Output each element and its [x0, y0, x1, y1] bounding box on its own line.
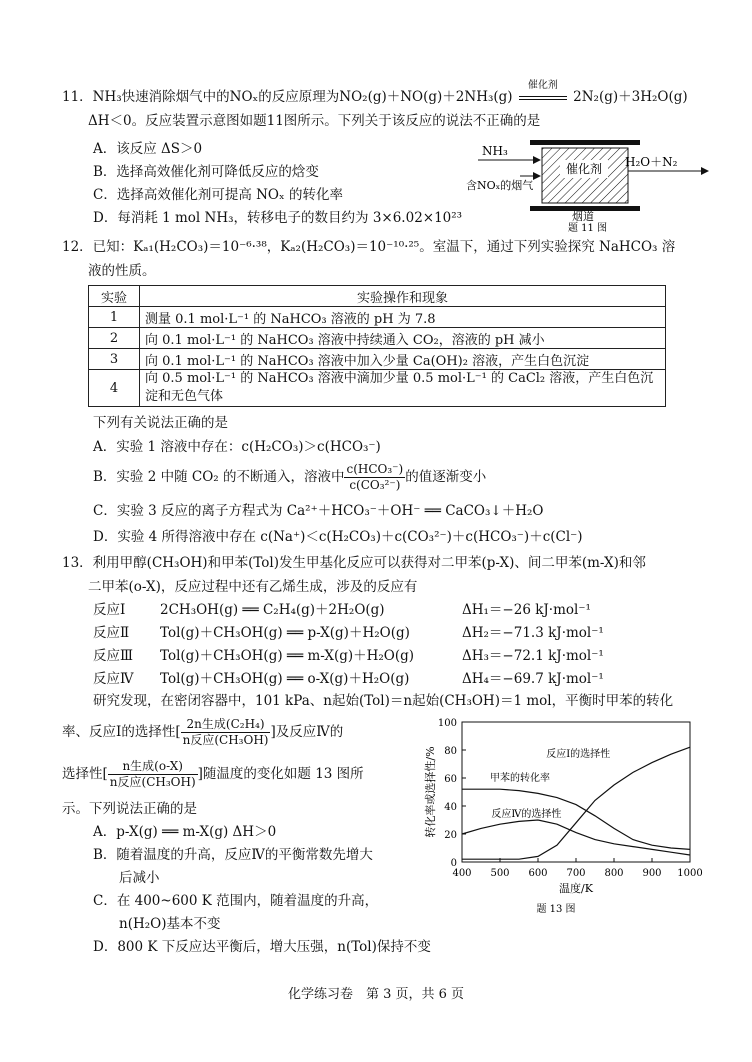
option-c: C．选择高效催化剂可提高 NOₓ 的转化率	[93, 187, 344, 203]
y-tick-label: 0	[450, 858, 457, 869]
q13-line-d: 示。下列说法正确的是	[62, 801, 197, 817]
reaction-4-eq: Tol(g)＋CH₃OH(g) ══ o-X(g)＋H₂O(g)	[160, 671, 410, 687]
y-tick-label: 100	[437, 718, 457, 729]
table-header-cell: 实验操作和现象	[140, 286, 666, 307]
q13-line-b: 率、反应Ⅰ的选择性[ $\frac{\text{2n生成(C₂H₄)}}{\text{n反应(CH₃OH)}}$ ]及反应Ⅳ的	[62, 717, 344, 747]
q12-prompt: 下列有关说法正确的是	[93, 415, 228, 431]
series-label: 反应Ⅰ的选择性	[546, 749, 611, 760]
q11-options	[93, 138, 462, 230]
experiment-table	[88, 285, 666, 407]
fig11-duct: 烟道	[572, 210, 594, 223]
x-tick-label: 400	[452, 868, 472, 879]
table-row: 3 向 0.1 mol·L⁻¹ 的 NaHCO₃ 溶液中加入少量 Ca(OH)₂ 溶液，产生白色沉淀	[89, 349, 666, 370]
q12-stem-line2: 液的性质。	[88, 263, 156, 279]
y-tick-label: 20	[444, 830, 457, 841]
q13-stem-line2: 二甲苯(o-X)，反应过程中还有乙烯生成，涉及的反应有	[88, 579, 418, 595]
reaction-2-eq: Tol(g)＋CH₃OH(g) ══ p-X(g)＋H₂O(g)	[160, 625, 410, 641]
reaction-1-eq: 2CH₃OH(g) ══ C₂H₄(g)＋2H₂O(g)	[160, 602, 385, 618]
x-axis-label: 温度/K	[559, 882, 593, 895]
reaction-1-dh: ΔH₁＝−26 kJ·mol⁻¹	[462, 602, 591, 618]
chart-caption: 题 13 图	[536, 904, 576, 915]
x-tick-label: 800	[604, 868, 624, 879]
figure-11	[460, 138, 720, 233]
q12-option-a: A．实验 1 溶液中存在：c(H₂CO₃)＞c(HCO₃⁻)	[93, 439, 381, 455]
figure-13-chart	[420, 712, 720, 934]
option-a: A．p-X(g) ══ m-X(g) ΔH＞0	[93, 824, 277, 840]
y-tick-label: 60	[444, 774, 457, 785]
reaction-4-dh: ΔH₄＝−69.7 kJ·mol⁻¹	[462, 671, 604, 687]
page-footer: 化学练习卷 第 3 页，共 6 页	[287, 987, 465, 1002]
reaction-3-dh: ΔH₃＝−72.1 kJ·mol⁻¹	[462, 648, 604, 664]
reaction-2: 反应Ⅱ	[93, 625, 130, 641]
q13-stem-line1: 13．利用甲醇(CH₃OH)和甲苯(Tol)发生甲基化反应可以获得对二甲苯(p-X)、间二甲苯(m-X)和邻	[62, 555, 646, 571]
option-c: C．在 400~600 K 范围内，随着温度的升高，	[93, 893, 379, 909]
table-header-cell: 实验	[89, 286, 140, 307]
table-row: 4 向 0.5 mol·L⁻¹ 的 NaHCO₃ 溶液中滴加少量 0.5 mol·L⁻¹ 的 CaCl₂ 溶液，产生白色沉淀和无色气体	[89, 370, 666, 407]
q13-research: 研究发现，在密闭容器中，101 kPa、n起始(Tol)＝n起始(CH₃OH)＝1 mol，平衡时甲苯的转化	[93, 693, 674, 709]
table-row: 2 向 0.1 mol·L⁻¹ 的 NaHCO₃ 溶液中持续通入 CO₂，溶液的 pH 减小	[89, 328, 666, 349]
plot-frame	[462, 722, 690, 862]
reaction-2-dh: ΔH₂＝−71.3 kJ·mol⁻¹	[462, 625, 604, 641]
option-b: B．选择高效催化剂可降低反应的焓变	[93, 164, 319, 180]
catalyst-over-arrow: 催化剂	[527, 80, 558, 91]
x-tick-label: 900	[642, 868, 662, 879]
y-axis-label: 转化率或选择性/%	[424, 746, 437, 838]
q12-option-d: D．实验 4 所得溶液中存在 c(Na⁺)＜c(H₂CO₃)＋c(CO₃²⁻)＋c(HCO₃⁻)＋c(Cl⁻)	[93, 529, 583, 545]
y-tick-label: 80	[444, 746, 457, 757]
x-tick-label: 1000	[677, 868, 703, 879]
fig11-gas-in: 含NOₓ的烟气	[466, 179, 534, 192]
q12-option-c: C．实验 3 反应的离子方程式为 Ca²⁺＋HCO₃⁻＋OH⁻ ══ CaCO₃↓＋H₂O	[93, 503, 544, 519]
series-line	[462, 820, 690, 855]
q11-stem-line1: 11．NH₃快速消除烟气中的NOₓ的反应原理为NO₂(g)＋NO(g)＋2NH₃(g) 催化剂 2N₂(g)＋3H₂O(g)	[62, 86, 688, 108]
q12-option-b: B．实验 2 中随 CO₂ 的不断通入，溶液中 $\frac{\text{c(HCO₃⁻)}}{\text{c(CO₃²⁻)}}$ 的值逐渐变小	[93, 462, 487, 492]
fig11-catalyst: 催化剂	[565, 162, 603, 176]
series-label: 甲苯的转化率	[490, 772, 550, 784]
option-b-cont: 后减小	[119, 870, 160, 886]
option-b: B．随着温度的升高，反应Ⅳ的平衡常数先增大	[93, 847, 373, 863]
option-d: D．每消耗 1 mol NH₃，转移电子的数目约为 3×6.02×10²³	[93, 210, 463, 226]
reaction-3-eq: Tol(g)＋CH₃OH(g) ══ m-X(g)＋H₂O(g)	[160, 648, 415, 664]
q13-options	[93, 821, 431, 959]
y-tick-label: 40	[444, 802, 457, 813]
fig11-nh3: NH₃	[482, 144, 508, 158]
table-row: 1 测量 0.1 mol·L⁻¹ 的 NaHCO₃ 溶液的 pH 为 7.8	[89, 307, 666, 328]
fig11-caption: 题 11 图	[568, 223, 608, 233]
x-tick-label: 600	[528, 868, 548, 879]
option-d: D．800 K 下反应达平衡后，增大压强，n(Tol)保持不变	[93, 939, 431, 955]
fig11-out: H₂O＋N₂	[625, 155, 678, 169]
x-tick-label: 700	[566, 868, 586, 879]
option-c-cont: n(H₂O)基本不变	[119, 916, 221, 932]
reaction-4: 反应Ⅳ	[93, 671, 134, 687]
series-label: 反应Ⅳ的选择性	[491, 809, 562, 821]
q13-line-c: 选择性[ $\frac{\text{n生成(o-X)}}{\text{n反应(CH₃OH)}}$ ]随温度的变化如题 13 图所	[62, 759, 364, 789]
x-tick-label: 500	[490, 868, 510, 879]
option-a: A．该反应 ΔS＞0	[93, 141, 203, 157]
q12-stem-line1: 12．已知：Kₐ₁(H₂CO₃)＝10⁻⁶·³⁸，Kₐ₂(H₂CO₃)＝10⁻¹⁰·²⁵。室温下，通过下列实验探究 NaHCO₃ 溶	[62, 239, 676, 255]
reaction-3: 反应Ⅲ	[93, 648, 134, 664]
q11-stem-line2: ΔH＜0。反应装置示意图如题11图所示。下列关于该反应的说法不正确的是	[88, 113, 541, 129]
reaction-1: 反应Ⅰ	[93, 602, 126, 618]
series-line	[462, 747, 690, 859]
